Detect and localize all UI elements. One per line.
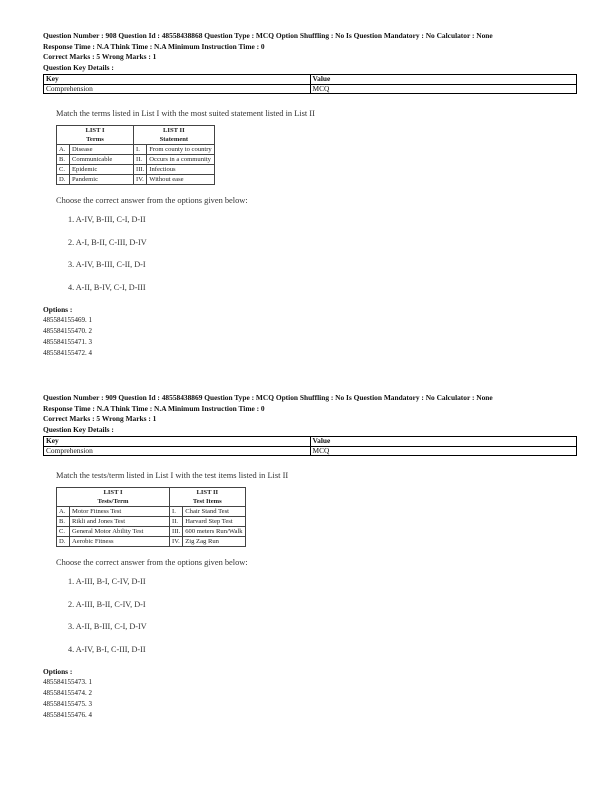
answer-options (56, 576, 577, 666)
key-header: Key (44, 75, 311, 85)
key-header: Key (44, 437, 311, 447)
option-id: 485584155471. 3 (43, 337, 92, 346)
answer-option: 1. A-IV, B-III, C-I, D-II (68, 215, 146, 225)
list1-title: LIST I (57, 488, 170, 498)
list1-subtitle: Tests/Term (57, 497, 170, 507)
list1-title: LIST I (57, 126, 134, 136)
value-header: Value (310, 437, 577, 447)
value-cell: MCQ (310, 446, 577, 456)
options-label: Options : (43, 667, 73, 677)
list1-subtitle: Terms (57, 135, 134, 145)
table-row: B. Rikli and Jones Test II. Harvard Step Test (57, 517, 246, 527)
option-id: 485584155475. 3 (43, 699, 92, 708)
option-id: 485584155469. 1 (43, 316, 92, 325)
value-cell: MCQ (310, 84, 577, 94)
choose-prompt: Choose the correct answer from the options given below: (56, 196, 248, 206)
table-row: A. Motor Fitness Test I. Chair Stand Test (57, 507, 246, 517)
answer-option: 3. A-IV, B-III, C-II, D-I (68, 260, 146, 270)
option-id: 485584155476. 4 (43, 710, 92, 719)
response-time: Response Time : N.A Think Time : N.A Minimum Instruction Time : 0 (43, 41, 265, 51)
table-row: D. Aerobic Fitness IV. Zig Zag Run (57, 537, 246, 547)
marks: Correct Marks : 5 Wrong Marks : 1 (43, 52, 157, 62)
answer-option: 4. A-II, B-IV, C-I, D-III (68, 282, 146, 292)
question-instruction: Match the terms listed in List I with the most suited statement listed in List II (56, 109, 315, 119)
list2-subtitle: Statement (134, 135, 215, 145)
list2-title: LIST II (170, 488, 246, 498)
table-row: D. Pandemic IV. Without ease (57, 175, 215, 185)
option-id: 485584155470. 2 (43, 327, 92, 336)
key-details-table (43, 74, 577, 94)
question-block (43, 31, 577, 359)
question-instruction: Match the tests/term listed in List I with the test items listed in List II (56, 471, 289, 481)
list2-title: LIST II (134, 126, 215, 136)
option-id: 485584155473. 1 (43, 678, 92, 687)
key-details-label: Question Key Details : (43, 424, 114, 434)
match-table (56, 487, 246, 547)
answer-option: 1. A-III, B-I, C-IV, D-II (68, 577, 146, 587)
answer-options (56, 214, 577, 304)
key-details-label: Question Key Details : (43, 62, 114, 72)
match-table (56, 125, 215, 185)
response-time: Response Time : N.A Think Time : N.A Minimum Instruction Time : 0 (43, 403, 265, 413)
key-cell: Comprehension (44, 446, 311, 456)
question-meta: Question Number : 908 Question Id : 48558438868 Question Type : MCQ Option Shuffling : No Is Question Mandatory : No Calculator : None (43, 31, 493, 40)
option-ids (43, 315, 577, 358)
value-header: Value (310, 75, 577, 85)
question-meta: Question Number : 909 Question Id : 48558438869 Question Type : MCQ Option Shuffling : No Is Question Mandatory : No Calculator : None (43, 393, 493, 402)
table-row: C. Epidemic III. Infectious (57, 165, 215, 175)
answer-option: 2. A-I, B-II, C-III, D-IV (68, 237, 147, 247)
table-row: C. General Motor Ability Test III. 600 meters Run/Walk (57, 527, 246, 537)
option-ids (43, 677, 577, 720)
answer-option: 4. A-IV, B-I, C-III, D-II (68, 644, 146, 654)
choose-prompt: Choose the correct answer from the options given below: (56, 558, 248, 568)
answer-option: 2. A-III, B-II, C-IV, D-I (68, 599, 146, 609)
answer-option: 3. A-II, B-III, C-I, D-IV (68, 622, 147, 632)
list2-subtitle: Test Items (170, 497, 246, 507)
option-id: 485584155474. 2 (43, 689, 92, 698)
key-details-table (43, 436, 577, 456)
question-block (43, 393, 577, 721)
option-id: 485584155472. 4 (43, 348, 92, 357)
key-cell: Comprehension (44, 84, 311, 94)
table-row: A. Disease I. From county to country (57, 145, 215, 155)
table-row: B. Communicable II. Occurs in a community (57, 155, 215, 165)
marks: Correct Marks : 5 Wrong Marks : 1 (43, 414, 157, 424)
options-label: Options : (43, 305, 73, 315)
